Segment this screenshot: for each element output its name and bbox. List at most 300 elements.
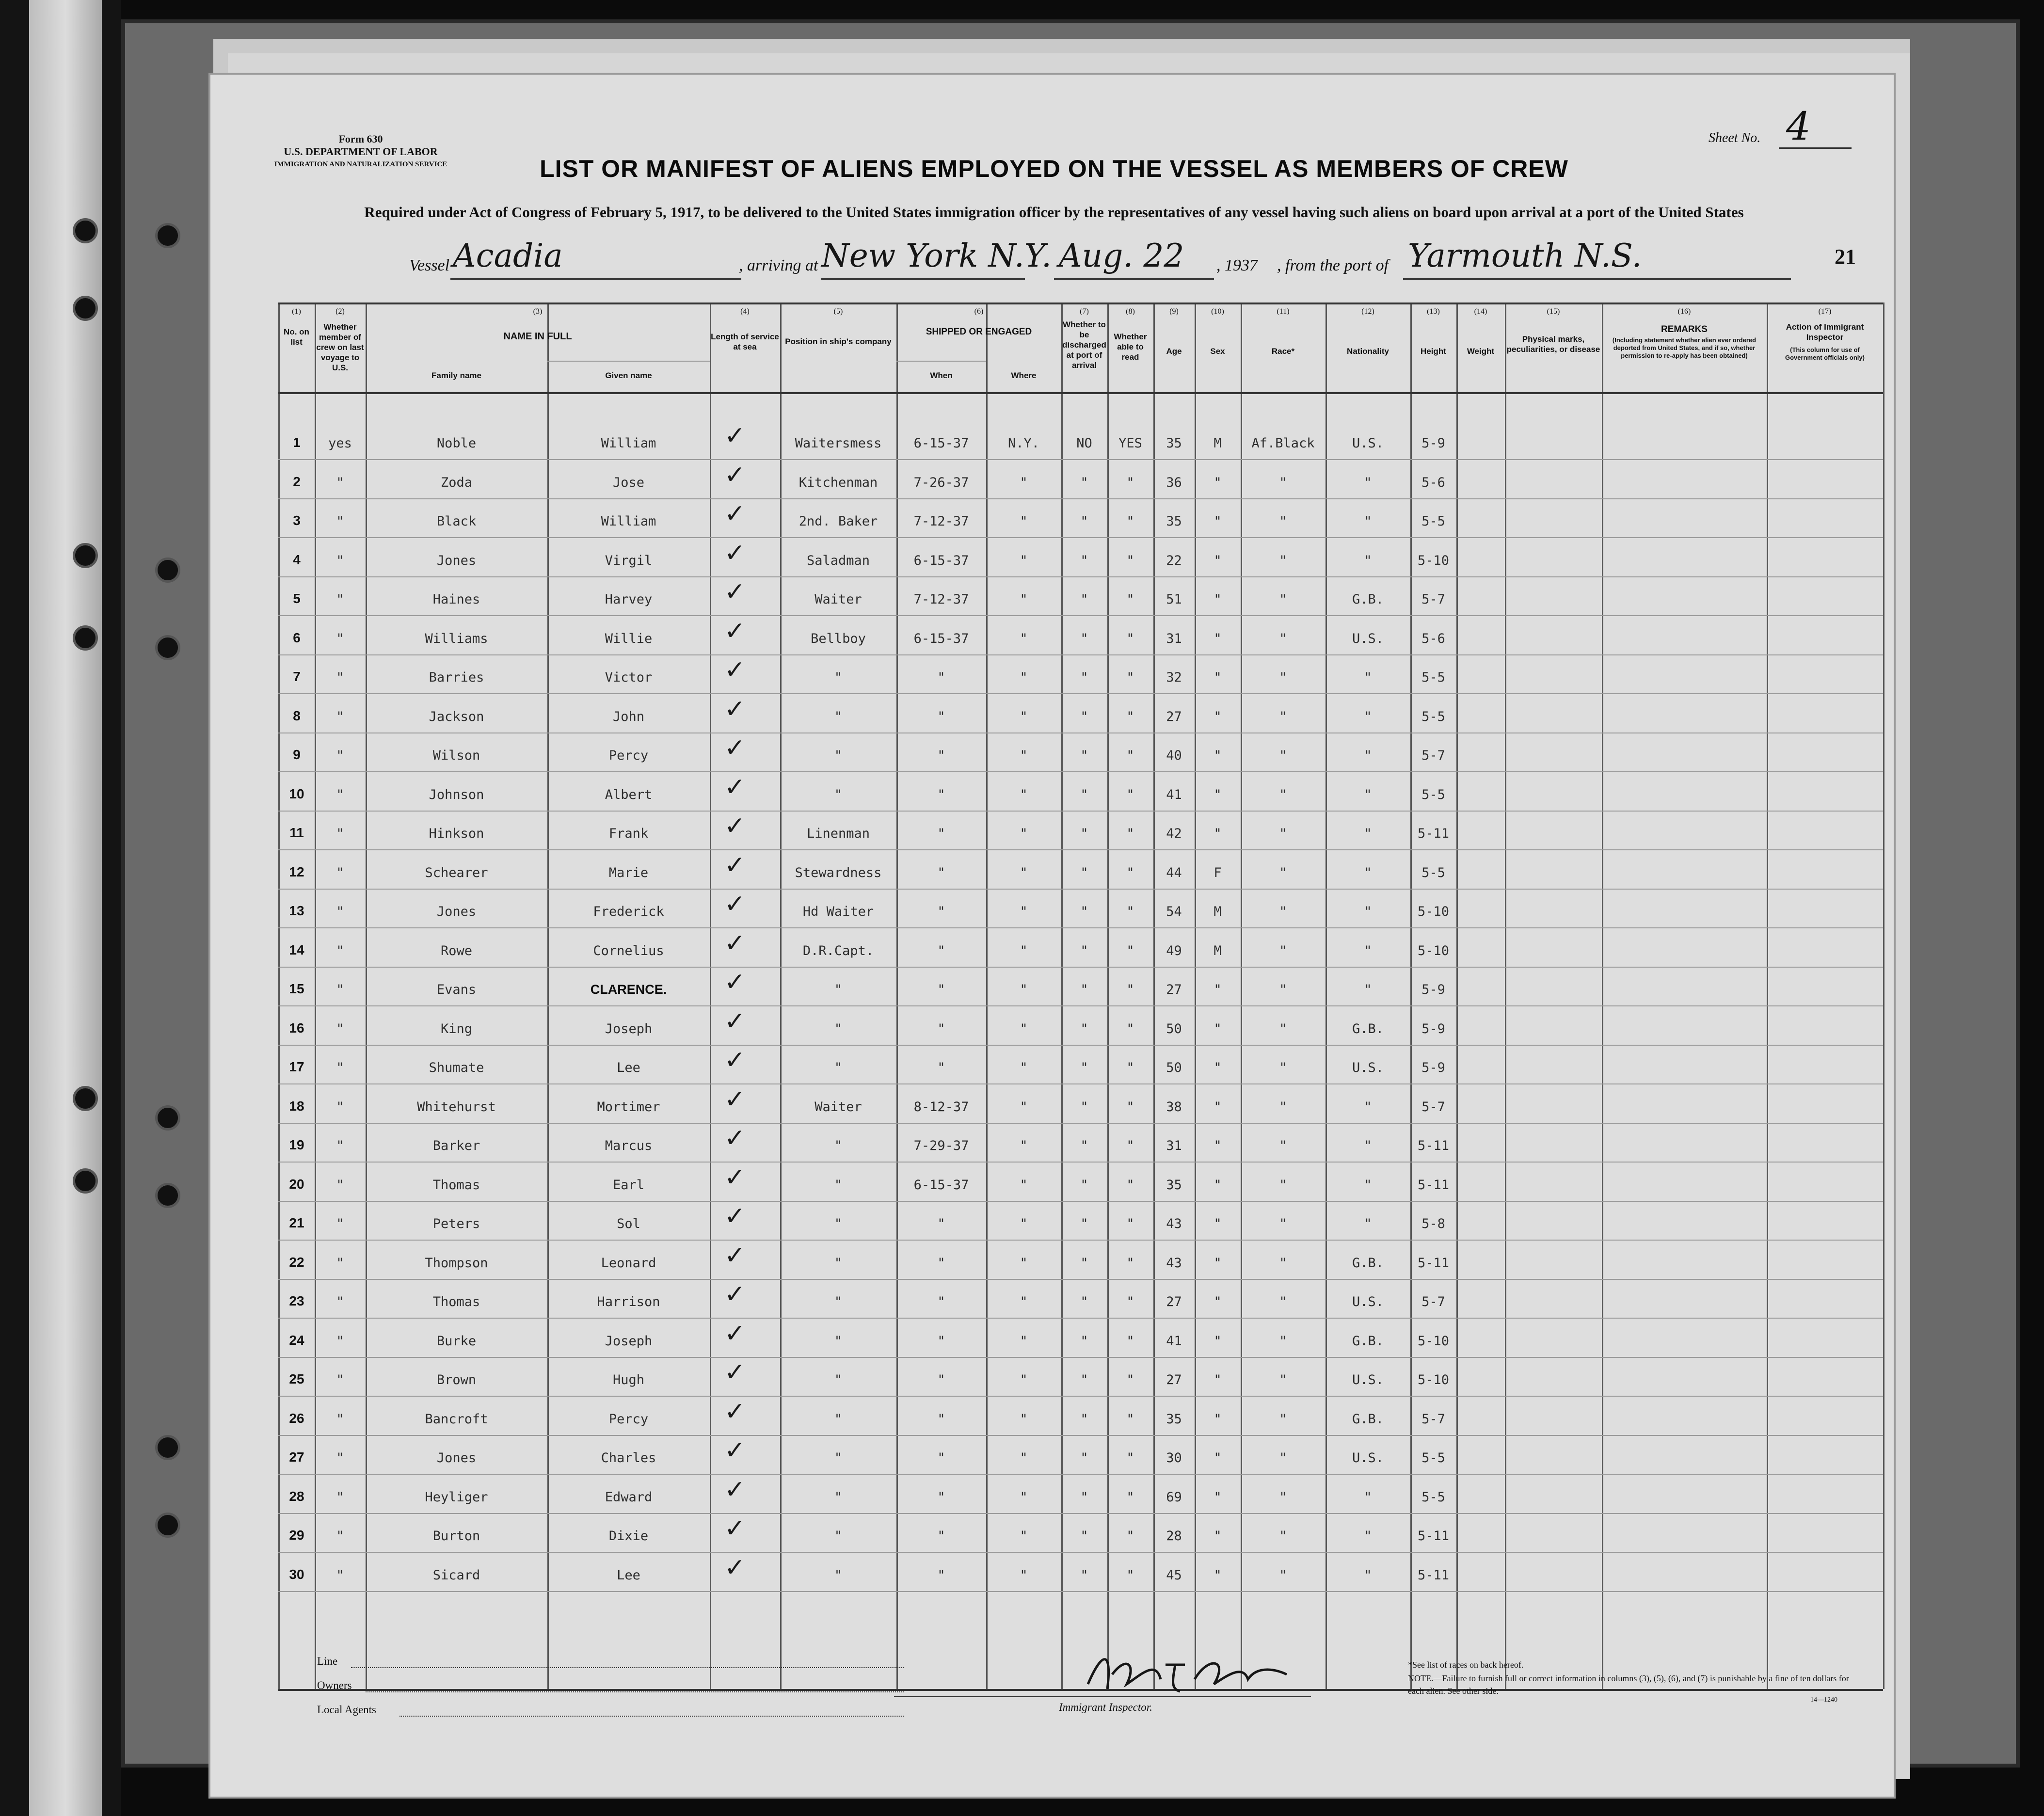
cell-disch: " — [1080, 1177, 1088, 1193]
cell-position: " — [834, 748, 843, 763]
row-number: 8 — [293, 708, 301, 723]
cell-disch: " — [1080, 709, 1088, 724]
cell-nat: " — [1364, 514, 1372, 529]
cell-family: Peters — [432, 1216, 480, 1231]
cell-given: CLARENCE. — [590, 982, 667, 997]
cell-disch: " — [1080, 1333, 1088, 1349]
row-rule — [278, 1396, 1883, 1397]
cell-height: 5-11 — [1417, 1567, 1450, 1583]
binder-left-edge — [0, 0, 121, 1816]
cell-age: 69 — [1166, 1489, 1182, 1505]
cell-family: Barries — [429, 670, 484, 685]
cell-given: Frederick — [593, 904, 664, 919]
cell-race: " — [1279, 553, 1287, 568]
cell-age: 50 — [1166, 1021, 1182, 1036]
cell-age: 35 — [1166, 1411, 1182, 1427]
cell-where: " — [1020, 514, 1028, 529]
cell-read: " — [1126, 1099, 1134, 1115]
cell-nat: " — [1364, 1489, 1372, 1505]
row-rule — [278, 1279, 1883, 1280]
cell-height: 5-11 — [1417, 1138, 1450, 1153]
cell-sex: " — [1214, 826, 1222, 841]
cell-height: 5-7 — [1421, 1411, 1445, 1427]
cell-age: 42 — [1166, 826, 1182, 841]
cell-disch: " — [1080, 904, 1088, 919]
cell-where: " — [1020, 1177, 1028, 1193]
cell-prev: " — [336, 787, 344, 802]
cell-given: Mortimer — [597, 1099, 660, 1115]
cell-prev: " — [336, 1567, 344, 1583]
cell-nat: U.S. — [1352, 1450, 1384, 1466]
row-rule — [278, 967, 1883, 968]
cell-prev: " — [336, 748, 344, 763]
row-number: 18 — [289, 1098, 304, 1114]
col-header-action: Action of Immigrant Inspector — [1786, 322, 1864, 342]
col-header-position: Position in ship's company — [785, 337, 892, 346]
cell-given: Joseph — [605, 1333, 653, 1349]
cell-height: 5-11 — [1417, 826, 1450, 841]
cell-when: 6-15-37 — [913, 553, 969, 568]
row-rule — [278, 927, 1883, 928]
col-num: (2) — [335, 307, 345, 316]
col-header-age: Age — [1166, 347, 1182, 356]
cell-race: " — [1279, 592, 1287, 607]
cell-when: " — [937, 1294, 945, 1309]
cell-position: " — [834, 1372, 843, 1387]
col-header-action-note: (This column for use of Government officials only) — [1785, 346, 1865, 361]
cell-read: " — [1126, 553, 1134, 568]
cell-race: " — [1279, 865, 1287, 880]
footer-line-label: Line — [317, 1655, 338, 1667]
cell-prev: " — [336, 1138, 344, 1153]
cell-position: Saladman — [806, 553, 870, 568]
from-port-underline — [1403, 278, 1791, 280]
cell-given: Frank — [608, 826, 649, 841]
cell-nat: U.S. — [1352, 436, 1384, 451]
cell-when: 7-26-37 — [913, 475, 969, 490]
cell-nat: " — [1364, 475, 1372, 490]
cell-nat: " — [1364, 1567, 1372, 1583]
cell-given: Lee — [617, 1060, 640, 1075]
cell-position: " — [834, 1411, 843, 1427]
cell-prev: " — [336, 1021, 344, 1036]
cell-disch: " — [1080, 1567, 1088, 1583]
cell-prev: " — [336, 1333, 344, 1349]
cell-nat: " — [1364, 1177, 1372, 1193]
cell-position: Waitersmess — [795, 436, 882, 451]
cell-position: D.R.Capt. — [802, 943, 874, 958]
punch-hole — [73, 543, 98, 568]
cell-family: Whitehurst — [417, 1099, 496, 1115]
cell-race: " — [1279, 1567, 1287, 1583]
cell-where: " — [1020, 865, 1028, 880]
service-checkmark: ✓ — [724, 1006, 746, 1036]
cell-when: 7-29-37 — [913, 1138, 969, 1153]
cell-position: " — [834, 787, 843, 802]
cell-prev: " — [336, 1294, 344, 1309]
from-port: Yarmouth N.S. — [1408, 237, 1642, 274]
cell-height: 5-9 — [1421, 436, 1445, 451]
cell-read: " — [1126, 1060, 1134, 1075]
col-num: (11) — [1277, 307, 1290, 316]
row-number: 30 — [289, 1566, 304, 1582]
cell-disch: " — [1080, 1255, 1088, 1271]
cell-nat: " — [1364, 865, 1372, 880]
punch-hole — [73, 1168, 98, 1194]
row-number: 11 — [289, 825, 304, 840]
service-checkmark: ✓ — [724, 968, 746, 997]
cell-family: King — [440, 1021, 473, 1036]
cell-where: " — [1020, 943, 1028, 958]
punch-hole — [155, 223, 180, 248]
cell-when: 8-12-37 — [913, 1099, 969, 1115]
cell-prev: " — [336, 592, 344, 607]
cell-age: 22 — [1166, 553, 1182, 568]
cell-disch: " — [1080, 787, 1088, 802]
sheet-no-underline — [1779, 147, 1852, 149]
cell-prev: " — [336, 475, 344, 490]
row-number: 27 — [289, 1450, 304, 1465]
punch-hole — [73, 218, 98, 243]
paper-strip — [29, 0, 102, 1816]
cell-race: " — [1279, 1529, 1287, 1544]
cell-disch: " — [1080, 1372, 1088, 1387]
cell-sex: " — [1214, 1099, 1222, 1115]
row-number: 13 — [289, 903, 304, 918]
cell-when: " — [937, 1372, 945, 1387]
arrival-year: , 1937 — [1216, 256, 1258, 274]
cell-position: 2nd. Baker — [798, 514, 878, 529]
cell-read: " — [1126, 709, 1134, 724]
cell-age: 35 — [1166, 436, 1182, 451]
cell-race: " — [1279, 982, 1287, 997]
manifest-sheet — [208, 73, 1896, 1799]
manifest-title: LIST OR MANIFEST OF ALIENS EMPLOYED ON THE VESSEL AS MEMBERS OF CREW — [540, 155, 1568, 182]
footer-owners-field — [366, 1691, 904, 1692]
cell-read: " — [1126, 982, 1134, 997]
cell-race: " — [1279, 1216, 1287, 1231]
cell-nat: " — [1364, 982, 1372, 997]
cell-sex: " — [1214, 592, 1222, 607]
cell-sex: M — [1214, 943, 1222, 958]
cell-prev: " — [336, 1411, 344, 1427]
cell-race: " — [1279, 1099, 1287, 1115]
cell-position: Linenman — [806, 826, 870, 841]
cell-family: Wilson — [432, 748, 480, 763]
cell-family: Thompson — [425, 1255, 488, 1271]
cell-given: Joseph — [605, 1021, 653, 1036]
cell-race: " — [1279, 1255, 1287, 1271]
cell-sex: " — [1214, 787, 1222, 802]
cell-when: " — [937, 1567, 945, 1583]
cell-family: Thomas — [432, 1294, 480, 1309]
cell-race: " — [1279, 826, 1287, 841]
col-num: (10) — [1211, 307, 1224, 316]
cell-disch: " — [1080, 1450, 1088, 1466]
cell-sex: M — [1214, 436, 1222, 451]
cell-race: " — [1279, 1177, 1287, 1193]
cell-given: Harvey — [605, 592, 653, 607]
col-num: (4) — [740, 307, 750, 316]
cell-family: Schearer — [425, 865, 488, 880]
punch-hole — [73, 1086, 98, 1111]
service-checkmark: ✓ — [724, 890, 746, 919]
cell-sex: " — [1214, 1333, 1222, 1349]
service-checkmark: ✓ — [724, 1046, 746, 1075]
cell-race: " — [1279, 1489, 1287, 1505]
cell-race: " — [1279, 1450, 1287, 1466]
cell-where: " — [1020, 1489, 1028, 1505]
cell-height: 5-9 — [1421, 1060, 1445, 1075]
row-number: 10 — [289, 786, 304, 801]
cell-age: 43 — [1166, 1255, 1182, 1271]
cell-when: " — [937, 1216, 945, 1231]
row-rule — [278, 849, 1883, 850]
cell-family: Burke — [436, 1333, 477, 1349]
col-num: (1) — [292, 307, 301, 316]
service-checkmark: ✓ — [724, 655, 746, 685]
cell-where: " — [1020, 1372, 1028, 1387]
cell-when: " — [937, 865, 945, 880]
service-checkmark: ✓ — [724, 850, 746, 880]
cell-given: Dixie — [608, 1529, 649, 1544]
row-rule — [278, 1435, 1883, 1436]
row-rule — [278, 693, 1883, 694]
cell-family: Evans — [436, 982, 477, 997]
cell-family: Jones — [436, 1450, 477, 1466]
col-header-remarks: REMARKS — [1661, 324, 1708, 335]
cell-nat: " — [1364, 1138, 1372, 1153]
cell-given: William — [601, 514, 656, 529]
col-num: (5) — [833, 307, 843, 316]
row-rule — [278, 771, 1883, 772]
cell-age: 44 — [1166, 865, 1182, 880]
cell-prev: " — [336, 982, 344, 997]
cell-position: " — [834, 1060, 843, 1075]
cell-height: 5-10 — [1417, 553, 1450, 568]
cell-given: Charles — [601, 1450, 656, 1466]
cell-race: " — [1279, 1333, 1287, 1349]
cell-given: Percy — [608, 748, 649, 763]
cell-family: Jones — [436, 553, 477, 568]
cell-read: " — [1126, 943, 1134, 958]
cell-prev: " — [336, 1255, 344, 1271]
cell-position: " — [834, 1177, 843, 1193]
cell-position: " — [834, 709, 843, 724]
cell-when: " — [937, 826, 945, 841]
cell-given: Lee — [617, 1567, 640, 1583]
cell-where: " — [1020, 748, 1028, 763]
cell-position: " — [834, 1294, 843, 1309]
cell-read: " — [1126, 787, 1134, 802]
cell-family: Zoda — [440, 475, 473, 490]
col-header-given: Given name — [605, 371, 652, 380]
cell-disch: " — [1080, 553, 1088, 568]
cell-read: " — [1126, 865, 1134, 880]
cell-age: 27 — [1166, 1372, 1182, 1387]
cell-given: Percy — [608, 1411, 649, 1427]
cell-nat: " — [1364, 943, 1372, 958]
form-number: Form 630 — [338, 133, 383, 145]
cell-height: 5-11 — [1417, 1177, 1450, 1193]
cell-age: 54 — [1166, 904, 1182, 919]
inspector-label: Immigrant Inspector. — [1059, 1701, 1152, 1713]
row-rule — [278, 1318, 1883, 1319]
service: IMMIGRATION AND NATURALIZATION SERVICE — [274, 160, 447, 168]
cell-age: 30 — [1166, 1450, 1182, 1466]
cell-when: " — [937, 1450, 945, 1466]
cell-disch: " — [1080, 826, 1088, 841]
cell-disch: " — [1080, 592, 1088, 607]
vessel-label: Vessel — [409, 256, 450, 274]
service-checkmark: ✓ — [724, 1124, 746, 1153]
cell-nat: G.B. — [1352, 1411, 1384, 1427]
col-header-family: Family name — [431, 371, 481, 380]
cell-given: Cornelius — [593, 943, 664, 958]
row-number: 5 — [293, 591, 301, 606]
cell-prev: " — [336, 553, 344, 568]
punch-hole — [155, 1183, 180, 1208]
cell-nat: G.B. — [1352, 1255, 1384, 1271]
service-checkmark: ✓ — [724, 1084, 746, 1114]
cell-height: 5-6 — [1421, 475, 1445, 490]
cell-prev: " — [336, 1529, 344, 1544]
arriving-label: , arriving at — [739, 256, 818, 274]
footer-line-field — [351, 1667, 904, 1668]
cell-sex: " — [1214, 1372, 1222, 1387]
cell-family: Sicard — [432, 1567, 480, 1583]
punch-hole — [155, 1435, 180, 1460]
cell-read: " — [1126, 670, 1134, 685]
cell-race: " — [1279, 1294, 1287, 1309]
service-checkmark: ✓ — [724, 694, 746, 724]
cell-race: " — [1279, 1411, 1287, 1427]
cell-family: Jones — [436, 904, 477, 919]
cell-where: " — [1020, 787, 1028, 802]
cell-when: " — [937, 904, 945, 919]
cell-where: " — [1020, 475, 1028, 490]
cell-position: " — [834, 1333, 843, 1349]
cell-age: 31 — [1166, 631, 1182, 646]
service-checkmark: ✓ — [724, 1241, 746, 1270]
cell-sex: " — [1214, 553, 1222, 568]
cell-when: " — [937, 1333, 945, 1349]
cell-nat: " — [1364, 826, 1372, 841]
row-rule — [278, 1201, 1883, 1202]
cell-nat: " — [1364, 904, 1372, 919]
row-rule — [278, 1005, 1883, 1006]
row-number: 7 — [293, 669, 301, 684]
cell-prev: " — [336, 1216, 344, 1231]
cell-family: Shumate — [429, 1060, 484, 1075]
cell-height: 5-5 — [1421, 514, 1445, 529]
cell-given: Hugh — [612, 1372, 645, 1387]
cell-sex: " — [1214, 982, 1222, 997]
cell-nat: U.S. — [1352, 1294, 1384, 1309]
cell-given: Willie — [605, 631, 653, 646]
service-checkmark: ✓ — [724, 616, 746, 646]
row-number: 23 — [289, 1293, 304, 1308]
cell-sex: " — [1214, 1489, 1222, 1505]
cell-where: " — [1020, 826, 1028, 841]
cell-family: Jackson — [429, 709, 484, 724]
cell-read: " — [1126, 1529, 1134, 1544]
cell-when: " — [937, 1021, 945, 1036]
cell-sex: " — [1214, 748, 1222, 763]
cell-nat: " — [1364, 1099, 1372, 1115]
cell-when: " — [937, 943, 945, 958]
cell-prev: " — [336, 1450, 344, 1466]
cell-sex: " — [1214, 1567, 1222, 1583]
cell-age: 49 — [1166, 943, 1182, 958]
cell-where: " — [1020, 1411, 1028, 1427]
cell-read: " — [1126, 904, 1134, 919]
cell-nat: U.S. — [1352, 631, 1384, 646]
cell-age: 41 — [1166, 1333, 1182, 1349]
col-num: (17) — [1818, 307, 1832, 316]
cell-race: " — [1279, 1021, 1287, 1036]
cell-disch: " — [1080, 475, 1088, 490]
cell-read: " — [1126, 592, 1134, 607]
cell-where: " — [1020, 1567, 1028, 1583]
cell-position: Hd Waiter — [802, 904, 874, 919]
row-number: 4 — [293, 552, 301, 567]
cell-race: " — [1279, 1138, 1287, 1153]
col-header-name: NAME IN FULL — [503, 331, 572, 342]
cell-prev: " — [336, 670, 344, 685]
cell-given: John — [612, 709, 645, 724]
cell-disch: " — [1080, 1489, 1088, 1505]
col-num: (3) — [533, 307, 543, 316]
cell-when: " — [937, 1060, 945, 1075]
row-rule — [278, 1513, 1883, 1514]
cell-nat: U.S. — [1352, 1060, 1384, 1075]
row-rule — [278, 1083, 1883, 1084]
cell-height: 5-5 — [1421, 709, 1445, 724]
row-rule — [278, 1474, 1883, 1475]
cell-where: " — [1020, 904, 1028, 919]
cell-family: Rowe — [440, 943, 473, 958]
cell-age: 38 — [1166, 1099, 1182, 1115]
col-num: (15) — [1547, 307, 1560, 316]
cell-where: " — [1020, 1099, 1028, 1115]
row-rule — [278, 1591, 1883, 1592]
service-checkmark: ✓ — [724, 772, 746, 802]
service-checkmark: ✓ — [724, 1280, 746, 1309]
cell-where: " — [1020, 1060, 1028, 1075]
cell-given: Victor — [605, 670, 653, 685]
column-rule — [1505, 303, 1506, 1689]
cell-sex: M — [1214, 904, 1222, 919]
cell-read: " — [1126, 1411, 1134, 1427]
cell-read: " — [1126, 1177, 1134, 1193]
cell-height: 5-9 — [1421, 982, 1445, 997]
cell-age: 41 — [1166, 787, 1182, 802]
cell-read: " — [1126, 1489, 1134, 1505]
sheet-no-label: Sheet No. — [1709, 130, 1761, 145]
cell-when: 6-15-37 — [913, 436, 969, 451]
row-number: 3 — [293, 513, 301, 528]
cell-family: Noble — [436, 436, 477, 451]
cell-where: " — [1020, 1294, 1028, 1309]
cell-read: " — [1126, 1216, 1134, 1231]
cell-sex: " — [1214, 1529, 1222, 1544]
service-checkmark: ✓ — [724, 1163, 746, 1192]
cell-disch: " — [1080, 1060, 1088, 1075]
cell-family: Haines — [432, 592, 480, 607]
cell-disch: " — [1080, 1138, 1088, 1153]
cell-given: Sol — [617, 1216, 640, 1231]
